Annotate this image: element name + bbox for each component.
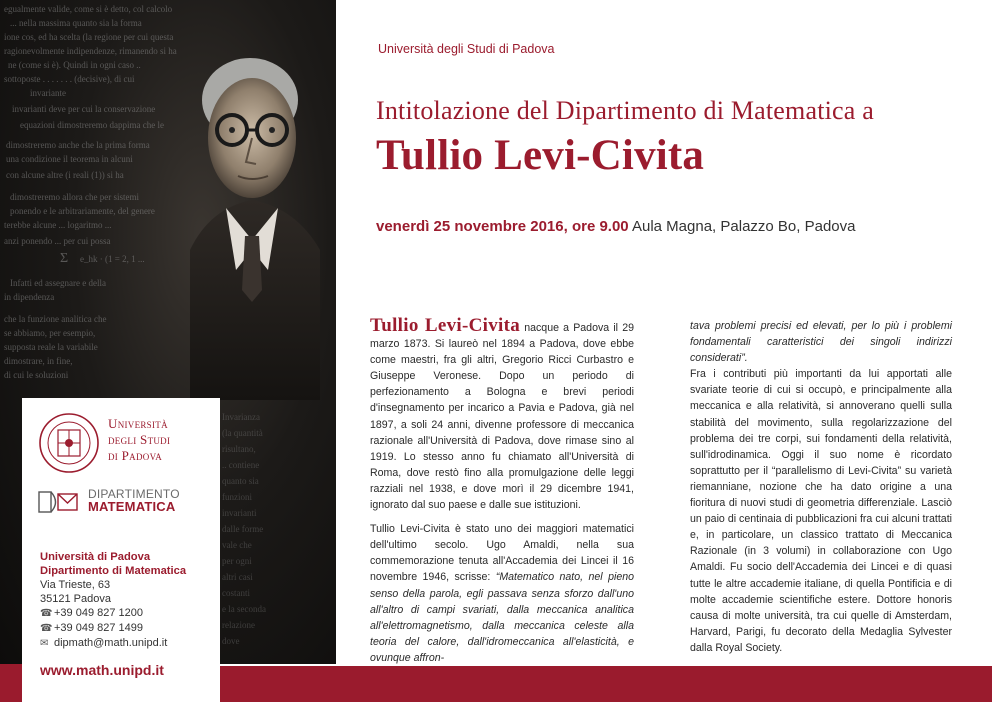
amaldi-quote-start: “Matematico nato, nel pieno senso della parola, egli passava senza sforzo dall'uno all'altro di campi svariati, dalla meccanica analitica all'elettromagnetismo, dalla meccanica celeste alla teoria del calore, dall'idromeccanica all'elasticità, e ovunque affron- <box>370 571 634 664</box>
svg-text:dimostreremo allora che per si: dimostreremo allora che per sistemi <box>10 192 139 202</box>
svg-text:Σ: Σ <box>60 251 69 266</box>
contact-header-university: Università di Padova <box>40 551 151 563</box>
contact-header-department: Dipartimento di Matematica <box>40 565 187 577</box>
svg-text:per ogni: per ogni <box>222 556 252 566</box>
biography-paragraph <box>370 315 634 513</box>
svg-text:risultano,: risultano, <box>222 444 256 454</box>
phone-icon: ☎ <box>40 608 53 619</box>
body-column-1 <box>370 315 634 674</box>
svg-text:dalle forme: dalle forme <box>222 524 264 534</box>
legacy-paragraph <box>370 521 634 666</box>
svg-text:Infatti ed assegnare e della: Infatti ed assegnare e della <box>10 278 106 288</box>
body-column-2 <box>690 318 952 664</box>
svg-text:... nella massima quanto sia l: ... nella massima quanto sia la forma <box>10 18 142 28</box>
university-name-logo <box>108 416 218 464</box>
svg-text:e_hk · (1 = 2, 1 ...: e_hk · (1 = 2, 1 ... <box>80 254 145 264</box>
svg-text:che la funzione analitica che: che la funzione analitica che <box>4 314 107 324</box>
svg-text:(la quantità: (la quantità <box>222 428 263 438</box>
contact-info <box>40 550 220 651</box>
svg-text:anzi ponendo ... per cui possa: anzi ponendo ... per cui possa <box>4 236 111 246</box>
address-city: 35121 Padova <box>40 593 111 605</box>
uni-name-line3: di Padova <box>108 448 163 463</box>
svg-text:in dipendenza: in dipendenza <box>4 292 55 302</box>
svg-text:quanto sia: quanto sia <box>222 476 259 486</box>
department-name <box>88 488 180 513</box>
email-address[interactable]: dipmath@math.unipd.it <box>54 637 168 649</box>
svg-text:costanti: costanti <box>222 588 250 598</box>
address-street: Via Trieste, 63 <box>40 579 111 591</box>
phone-line <box>40 606 220 621</box>
svg-text:ponendo e le arbitrariamente,: ponendo e le arbitrariamente, del genere <box>10 206 155 216</box>
uni-name-line2: degli Studi <box>108 432 171 447</box>
bottom-band <box>220 666 992 702</box>
svg-text:vale che: vale che <box>222 540 252 550</box>
svg-text:dove: dove <box>222 636 240 646</box>
svg-text:relazione: relazione <box>222 620 255 630</box>
svg-text:supposta reale la variabile: supposta reale la variabile <box>4 342 98 352</box>
email-line <box>40 636 220 651</box>
svg-text:equazioni dimostreremo dappima: equazioni dimostreremo dappima che le <box>20 120 164 130</box>
amaldi-quote-end: tava problemi precisi ed elevati, per lo più i problemi fondamentali caratteristici dei singoli indirizzi considerati”. <box>690 320 952 365</box>
svg-text:dimostreremo anche che la prim: dimostreremo anche che la prima forma <box>6 140 150 150</box>
svg-text:invarianti deve per cui la con: invarianti deve per cui la conservazione <box>12 104 156 114</box>
svg-text:una condizione il teorema in a: una condizione il teorema in alcuni <box>6 154 133 164</box>
website-link[interactable]: www.math.unipd.it <box>40 662 164 678</box>
svg-text:se abbiamo, per esempio,: se abbiamo, per esempio, <box>4 328 96 338</box>
svg-text:invariante: invariante <box>30 88 66 98</box>
svg-text:funzioni: funzioni <box>222 492 252 502</box>
svg-text:altri casi: altri casi <box>222 572 253 582</box>
event-date-time: venerdì 25 novembre 2016, ore 9.00 <box>376 218 629 235</box>
contact-card <box>22 398 220 702</box>
fax-icon: ☎ <box>40 623 53 634</box>
svg-text:terebbe alcune ... logaritmo .: terebbe alcune ... logaritmo ... <box>4 220 112 230</box>
quote-continuation-paragraph <box>690 318 952 366</box>
svg-text:invarianti: invarianti <box>222 508 257 518</box>
fax-line <box>40 621 220 636</box>
event-info <box>376 218 855 235</box>
biography-text: nacque a Padova il 29 marzo 1873. Si laureò nel 1894 a Padova, dove ebbe come maestri, fra gli altri, Gregorio Ricci Curbastro e Giuseppe Veronese. Dopo un periodo di perfezionamento a Bologna e brevi periodi d'insegnamento per incarico a Pavia e Padova, già nel 1897, a soli 24 anni, divenne professore di meccanica razionale all'Università di Padova, dove rimase sino al 1919. Lo stesso anno fu chiamato all'Università di Roma, dove restò fino alla promulgazione delle leggi razziali nel 1938, e dove morì il 29 dicembre 1941, ignorato dal suo paese e dalle sue istituzioni. <box>370 322 634 512</box>
svg-text:egualmente valide, come si è d: egualmente valide, come si è detto, col calcolo <box>4 4 173 14</box>
portrait-photo <box>150 40 336 400</box>
svg-text:di cui le soluzioni: di cui le soluzioni <box>4 370 69 380</box>
svg-text:.. contiene: .. contiene <box>222 460 260 470</box>
fax-number: +39 049 827 1499 <box>54 622 144 634</box>
department-logo-icon <box>38 490 78 514</box>
lead-name: Tullio Levi-Civita <box>370 315 521 336</box>
legacy-text: Tullio Levi-Civita è stato uno dei maggiori matematici dell'ultimo secolo. Ugo Amaldi, nella sua commemorazione tenuta all'Accademia dei Lincei il 16 novembre 1946, scrisse: <box>370 523 634 584</box>
svg-text:dimostrare, in fine,: dimostrare, in fine, <box>4 356 73 366</box>
dept-name-line2: MATEMATICA <box>88 499 176 514</box>
svg-text:ne (come si è). Quindi in ogni: ne (come si è). Quindi in ogni caso .. <box>8 60 141 70</box>
svg-text:Invarianza: Invarianza <box>222 412 260 422</box>
contributions-paragraph: Fra i contributi più importanti da lui apportati alle svariate teorie di cui si occupò, e principalmente alla meccanica e alla relatività, si annoverano quelli sulla stabilità del movimento, sulla regolarizzazione del problema dei tre corpi, sui fondamenti della relatività, sull'idrodinamica. Oggi il suo nome è ricordato soprattutto per il “parallelismo di Levi-Civita” su varietà riemanniane, nozione che ha dato origine a una fioritura di nuovi studi di geometria differenziale. Lasciò un paio di centinaia di pubblicazioni fra cui alcuni trattati e, in particolare, un classico trattato di Meccanica Razionale (in 3 volumi) in collaborazione con Ugo Amaldi. Fu socio dell'Accademia dei Lincei e di quasi tutte le altre accademie italiane, di quella Pontificia e di molte accademie scientifiche estere. Dottore honoris causa di molte università, tra cui quelle di Amsterdam, Harvard, Parigi, fu decorato della Medaglia Sylvester dalla Royal Society. <box>690 368 952 654</box>
phone-number: +39 049 827 1200 <box>54 607 144 619</box>
svg-text:sottoposte . . . . . . . (deci: sottoposte . . . . . . . (decisive), di cui <box>4 74 135 84</box>
header-university: Università degli Studi di Padova <box>378 42 555 56</box>
uni-name-line1: Università <box>108 416 168 431</box>
title-line2: Tullio Levi-Civita <box>376 132 705 179</box>
envelope-icon: ✉ <box>40 638 49 649</box>
svg-text:ragionevolmente indipendenze,: ragionevolmente indipendenze, rimanendo si ha <box>4 46 177 56</box>
svg-text:con alcune altre (i reali (1)): con alcune altre (i reali (1)) si ha <box>6 170 124 180</box>
dept-name-line1: DIPARTIMENTO <box>88 487 180 501</box>
svg-text:ione cos, ed ha scelta (la reg: ione cos, ed ha scelta (la regione per cui questa <box>4 32 174 42</box>
event-place: Aula Magna, Palazzo Bo, Padova <box>628 218 856 235</box>
svg-text:e la seconda: e la seconda <box>222 604 266 614</box>
university-seal-icon <box>38 412 100 474</box>
title-line1: Intitolazione del Dipartimento di Matematica a <box>376 96 874 125</box>
bottom-band-left <box>0 664 22 702</box>
